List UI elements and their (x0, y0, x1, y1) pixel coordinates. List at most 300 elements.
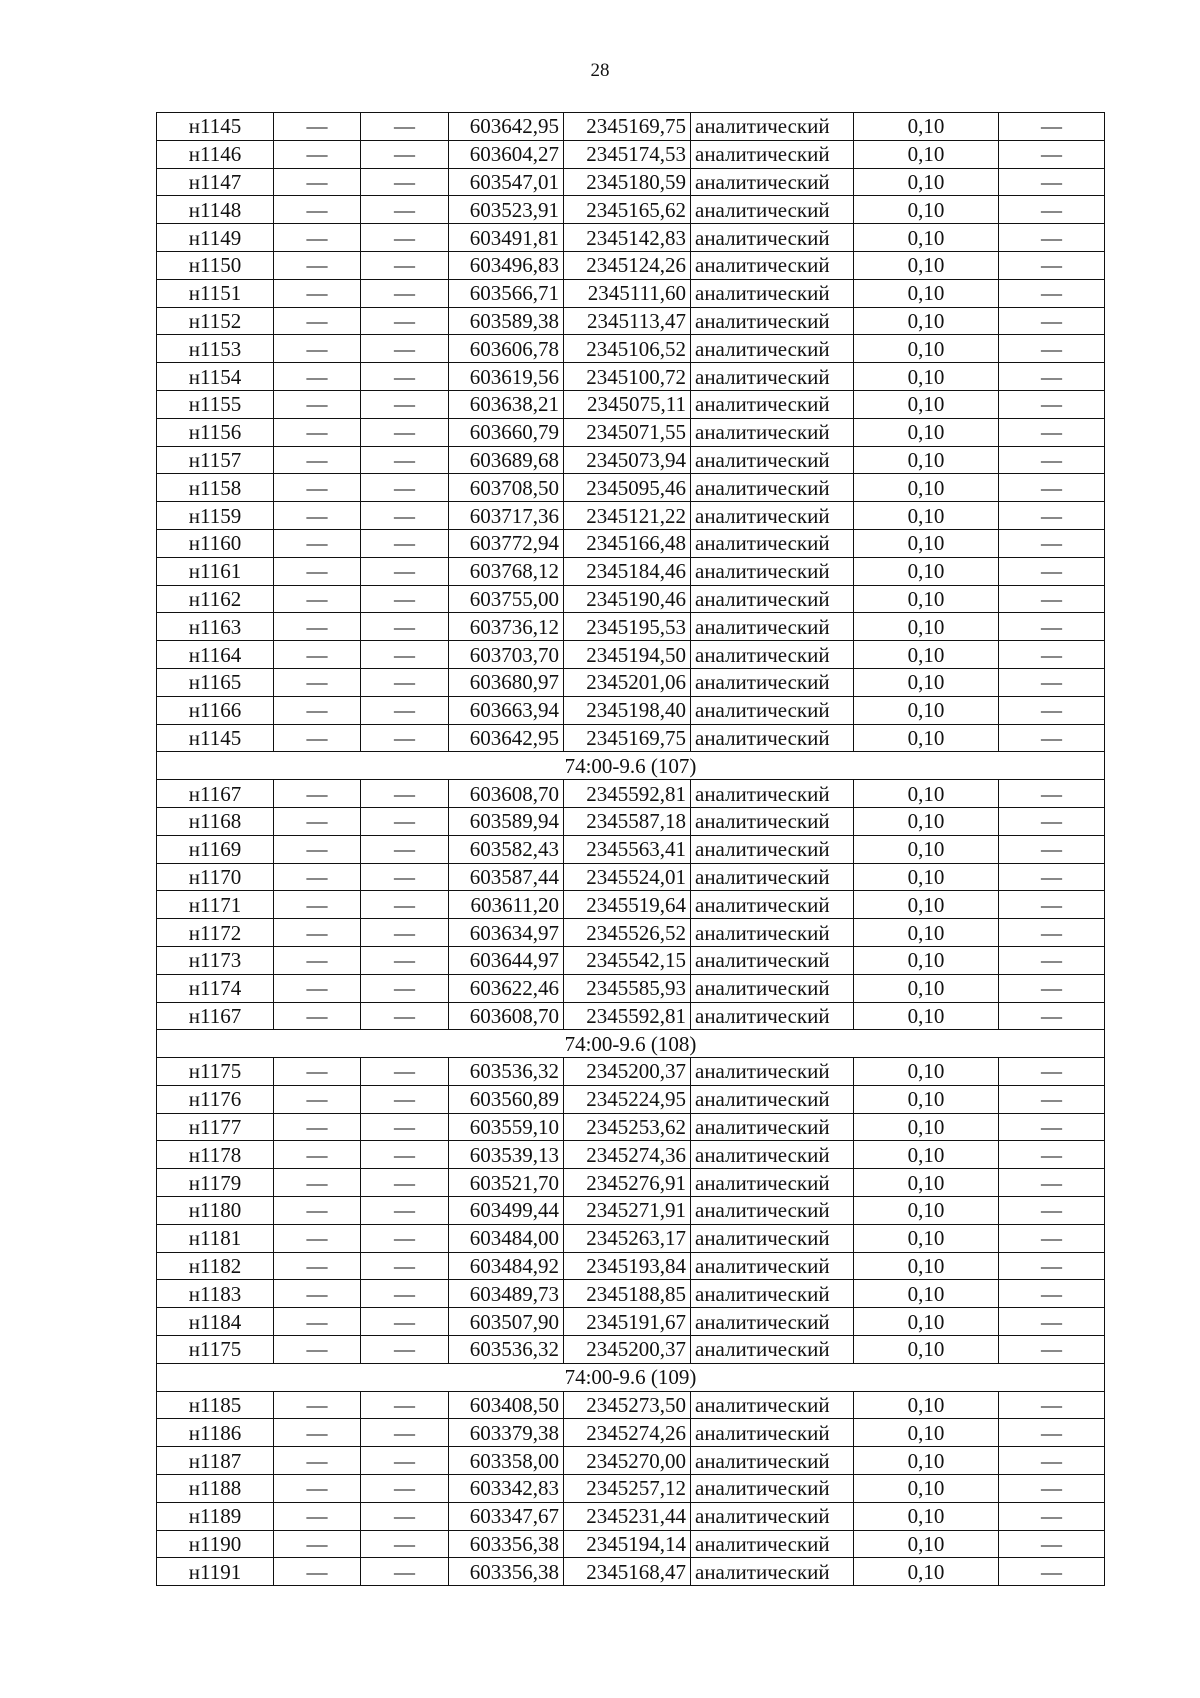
dash-cell: — (999, 113, 1105, 141)
method-cell: аналитический (691, 307, 854, 335)
dash-cell: — (274, 1280, 361, 1308)
dash-cell: — (361, 641, 449, 669)
dash-cell: — (274, 1002, 361, 1030)
dash-cell: — (999, 724, 1105, 752)
x-coordinate-cell: 603703,70 (449, 641, 564, 669)
dash-cell: — (999, 974, 1105, 1002)
method-cell: аналитический (691, 363, 854, 391)
point-name-cell: н1157 (157, 446, 274, 474)
y-coordinate-cell: 2345592,81 (564, 780, 691, 808)
dash-cell: — (361, 1336, 449, 1364)
table-row (157, 780, 1105, 808)
dash-cell: — (361, 724, 449, 752)
dash-cell: — (999, 1113, 1105, 1141)
x-coordinate-cell: 603619,56 (449, 363, 564, 391)
accuracy-cell: 0,10 (854, 946, 999, 974)
dash-cell: — (274, 557, 361, 585)
dash-cell: — (999, 835, 1105, 863)
accuracy-cell: 0,10 (854, 279, 999, 307)
accuracy-cell: 0,10 (854, 891, 999, 919)
accuracy-cell: 0,10 (854, 1280, 999, 1308)
accuracy-cell: 0,10 (854, 780, 999, 808)
dash-cell: — (361, 585, 449, 613)
section-row (157, 1363, 1105, 1391)
method-cell: аналитический (691, 919, 854, 947)
method-cell: аналитический (691, 113, 854, 141)
y-coordinate-cell: 2345274,36 (564, 1141, 691, 1169)
x-coordinate-cell: 603608,70 (449, 780, 564, 808)
y-coordinate-cell: 2345071,55 (564, 418, 691, 446)
method-cell: аналитический (691, 863, 854, 891)
y-coordinate-cell: 2345274,26 (564, 1419, 691, 1447)
dash-cell: — (274, 1197, 361, 1225)
method-cell: аналитический (691, 474, 854, 502)
y-coordinate-cell: 2345231,44 (564, 1502, 691, 1530)
table-row (157, 1475, 1105, 1503)
point-name-cell: н1184 (157, 1308, 274, 1336)
x-coordinate-cell: 603604,27 (449, 140, 564, 168)
y-coordinate-cell: 2345168,47 (564, 1558, 691, 1586)
method-cell: аналитический (691, 1558, 854, 1586)
x-coordinate-cell: 603539,13 (449, 1141, 564, 1169)
dash-cell: — (999, 251, 1105, 279)
dash-cell: — (361, 946, 449, 974)
accuracy-cell: 0,10 (854, 835, 999, 863)
dash-cell: — (999, 140, 1105, 168)
dash-cell: — (274, 1085, 361, 1113)
method-cell: аналитический (691, 418, 854, 446)
table-row (157, 724, 1105, 752)
dash-cell: — (361, 363, 449, 391)
x-coordinate-cell: 603663,94 (449, 696, 564, 724)
y-coordinate-cell: 2345271,91 (564, 1197, 691, 1225)
dash-cell: — (361, 1530, 449, 1558)
x-coordinate-cell: 603717,36 (449, 502, 564, 530)
accuracy-cell: 0,10 (854, 113, 999, 141)
table-row (157, 363, 1105, 391)
y-coordinate-cell: 2345542,15 (564, 946, 691, 974)
method-cell: аналитический (691, 891, 854, 919)
accuracy-cell: 0,10 (854, 919, 999, 947)
dash-cell: — (361, 974, 449, 1002)
dash-cell: — (361, 335, 449, 363)
coordinates-table-body (157, 113, 1105, 1586)
point-name-cell: н1180 (157, 1197, 274, 1225)
table-row (157, 446, 1105, 474)
accuracy-cell: 0,10 (854, 1391, 999, 1419)
accuracy-cell: 0,10 (854, 863, 999, 891)
method-cell: аналитический (691, 1336, 854, 1364)
dash-cell: — (999, 1002, 1105, 1030)
point-name-cell: н1175 (157, 1058, 274, 1086)
dash-cell: — (361, 307, 449, 335)
x-coordinate-cell: 603608,70 (449, 1002, 564, 1030)
dash-cell: — (999, 946, 1105, 974)
method-cell: аналитический (691, 1224, 854, 1252)
dash-cell: — (361, 1224, 449, 1252)
accuracy-cell: 0,10 (854, 446, 999, 474)
dash-cell: — (274, 613, 361, 641)
x-coordinate-cell: 603689,68 (449, 446, 564, 474)
dash-cell: — (274, 390, 361, 418)
table-row (157, 946, 1105, 974)
dash-cell: — (361, 613, 449, 641)
dash-cell: — (999, 1224, 1105, 1252)
accuracy-cell: 0,10 (854, 1530, 999, 1558)
accuracy-cell: 0,10 (854, 502, 999, 530)
y-coordinate-cell: 2345169,75 (564, 113, 691, 141)
method-cell: аналитический (691, 1085, 854, 1113)
point-name-cell: н1148 (157, 196, 274, 224)
y-coordinate-cell: 2345184,46 (564, 557, 691, 585)
y-coordinate-cell: 2345191,67 (564, 1308, 691, 1336)
x-coordinate-cell: 603606,78 (449, 335, 564, 363)
x-coordinate-cell: 603634,97 (449, 919, 564, 947)
dash-cell: — (274, 307, 361, 335)
dash-cell: — (361, 1002, 449, 1030)
accuracy-cell: 0,10 (854, 724, 999, 752)
point-name-cell: н1191 (157, 1558, 274, 1586)
dash-cell: — (274, 1141, 361, 1169)
x-coordinate-cell: 603536,32 (449, 1336, 564, 1364)
dash-cell: — (274, 946, 361, 974)
y-coordinate-cell: 2345587,18 (564, 807, 691, 835)
table-row (157, 696, 1105, 724)
method-cell: аналитический (691, 140, 854, 168)
point-name-cell: н1145 (157, 724, 274, 752)
section-label: 74:00-9.6 (109) (157, 1363, 1105, 1391)
y-coordinate-cell: 2345075,11 (564, 390, 691, 418)
x-coordinate-cell: 603356,38 (449, 1558, 564, 1586)
dash-cell: — (999, 1475, 1105, 1503)
table-row (157, 641, 1105, 669)
x-coordinate-cell: 603589,38 (449, 307, 564, 335)
dash-cell: — (999, 224, 1105, 252)
x-coordinate-cell: 603736,12 (449, 613, 564, 641)
method-cell: аналитический (691, 502, 854, 530)
dash-cell: — (999, 1308, 1105, 1336)
y-coordinate-cell: 2345142,83 (564, 224, 691, 252)
dash-cell: — (361, 251, 449, 279)
method-cell: аналитический (691, 1391, 854, 1419)
dash-cell: — (361, 1197, 449, 1225)
dash-cell: — (274, 1058, 361, 1086)
y-coordinate-cell: 2345519,64 (564, 891, 691, 919)
dash-cell: — (999, 279, 1105, 307)
dash-cell: — (361, 279, 449, 307)
y-coordinate-cell: 2345524,01 (564, 863, 691, 891)
table-row (157, 863, 1105, 891)
table-row (157, 1169, 1105, 1197)
accuracy-cell: 0,10 (854, 418, 999, 446)
dash-cell: — (361, 1447, 449, 1475)
table-row (157, 307, 1105, 335)
table-row (157, 418, 1105, 446)
dash-cell: — (999, 780, 1105, 808)
dash-cell: — (274, 1447, 361, 1475)
method-cell: аналитический (691, 780, 854, 808)
x-coordinate-cell: 603496,83 (449, 251, 564, 279)
method-cell: аналитический (691, 613, 854, 641)
table-row (157, 335, 1105, 363)
accuracy-cell: 0,10 (854, 641, 999, 669)
x-coordinate-cell: 603768,12 (449, 557, 564, 585)
method-cell: аналитический (691, 1002, 854, 1030)
dash-cell: — (999, 1530, 1105, 1558)
dash-cell: — (274, 641, 361, 669)
x-coordinate-cell: 603358,00 (449, 1447, 564, 1475)
point-name-cell: н1183 (157, 1280, 274, 1308)
point-name-cell: н1158 (157, 474, 274, 502)
dash-cell: — (361, 168, 449, 196)
dash-cell: — (274, 251, 361, 279)
y-coordinate-cell: 2345166,48 (564, 529, 691, 557)
accuracy-cell: 0,10 (854, 1558, 999, 1586)
method-cell: аналитический (691, 529, 854, 557)
accuracy-cell: 0,10 (854, 307, 999, 335)
table-row (157, 1391, 1105, 1419)
y-coordinate-cell: 2345270,00 (564, 1447, 691, 1475)
dash-cell: — (999, 1141, 1105, 1169)
y-coordinate-cell: 2345095,46 (564, 474, 691, 502)
y-coordinate-cell: 2345263,17 (564, 1224, 691, 1252)
method-cell: аналитический (691, 668, 854, 696)
dash-cell: — (999, 418, 1105, 446)
point-name-cell: н1171 (157, 891, 274, 919)
y-coordinate-cell: 2345188,85 (564, 1280, 691, 1308)
point-name-cell: н1170 (157, 863, 274, 891)
point-name-cell: н1175 (157, 1336, 274, 1364)
x-coordinate-cell: 603660,79 (449, 418, 564, 446)
dash-cell: — (999, 446, 1105, 474)
x-coordinate-cell: 603559,10 (449, 1113, 564, 1141)
point-name-cell: н1151 (157, 279, 274, 307)
dash-cell: — (274, 474, 361, 502)
dash-cell: — (274, 363, 361, 391)
method-cell: аналитический (691, 585, 854, 613)
accuracy-cell: 0,10 (854, 1224, 999, 1252)
dash-cell: — (999, 1336, 1105, 1364)
point-name-cell: н1172 (157, 919, 274, 947)
x-coordinate-cell: 603611,20 (449, 891, 564, 919)
accuracy-cell: 0,10 (854, 1002, 999, 1030)
x-coordinate-cell: 603547,01 (449, 168, 564, 196)
table-row (157, 1530, 1105, 1558)
dash-cell: — (999, 1085, 1105, 1113)
table-row (157, 224, 1105, 252)
x-coordinate-cell: 603536,32 (449, 1058, 564, 1086)
dash-cell: — (361, 1419, 449, 1447)
accuracy-cell: 0,10 (854, 1252, 999, 1280)
dash-cell: — (274, 335, 361, 363)
dash-cell: — (361, 1141, 449, 1169)
dash-cell: — (274, 1530, 361, 1558)
y-coordinate-cell: 2345201,06 (564, 668, 691, 696)
x-coordinate-cell: 603521,70 (449, 1169, 564, 1197)
x-coordinate-cell: 603408,50 (449, 1391, 564, 1419)
dash-cell: — (999, 891, 1105, 919)
point-name-cell: н1185 (157, 1391, 274, 1419)
dash-cell: — (274, 1336, 361, 1364)
table-row (157, 1558, 1105, 1586)
dash-cell: — (361, 224, 449, 252)
point-name-cell: н1153 (157, 335, 274, 363)
dash-cell: — (274, 1224, 361, 1252)
dash-cell: — (361, 529, 449, 557)
x-coordinate-cell: 603566,71 (449, 279, 564, 307)
y-coordinate-cell: 2345180,59 (564, 168, 691, 196)
dash-cell: — (274, 1558, 361, 1586)
dash-cell: — (361, 863, 449, 891)
y-coordinate-cell: 2345073,94 (564, 446, 691, 474)
method-cell: аналитический (691, 1197, 854, 1225)
dash-cell: — (361, 1085, 449, 1113)
dash-cell: — (274, 1475, 361, 1503)
dash-cell: — (274, 196, 361, 224)
table-row (157, 474, 1105, 502)
table-row (157, 279, 1105, 307)
accuracy-cell: 0,10 (854, 1419, 999, 1447)
section-label: 74:00-9.6 (108) (157, 1030, 1105, 1058)
accuracy-cell: 0,10 (854, 585, 999, 613)
point-name-cell: н1156 (157, 418, 274, 446)
table-row (157, 1085, 1105, 1113)
dash-cell: — (361, 196, 449, 224)
method-cell: аналитический (691, 446, 854, 474)
dash-cell: — (361, 1252, 449, 1280)
dash-cell: — (274, 696, 361, 724)
accuracy-cell: 0,10 (854, 363, 999, 391)
dash-cell: — (361, 891, 449, 919)
point-name-cell: н1182 (157, 1252, 274, 1280)
method-cell: аналитический (691, 1280, 854, 1308)
point-name-cell: н1161 (157, 557, 274, 585)
method-cell: аналитический (691, 1419, 854, 1447)
y-coordinate-cell: 2345190,46 (564, 585, 691, 613)
point-name-cell: н1164 (157, 641, 274, 669)
y-coordinate-cell: 2345198,40 (564, 696, 691, 724)
y-coordinate-cell: 2345276,91 (564, 1169, 691, 1197)
method-cell: аналитический (691, 1530, 854, 1558)
dash-cell: — (999, 1447, 1105, 1475)
x-coordinate-cell: 603484,92 (449, 1252, 564, 1280)
point-name-cell: н1146 (157, 140, 274, 168)
point-name-cell: н1188 (157, 1475, 274, 1503)
point-name-cell: н1162 (157, 585, 274, 613)
dash-cell: — (999, 696, 1105, 724)
dash-cell: — (999, 390, 1105, 418)
y-coordinate-cell: 2345174,53 (564, 140, 691, 168)
method-cell: аналитический (691, 196, 854, 224)
point-name-cell: н1167 (157, 780, 274, 808)
y-coordinate-cell: 2345169,75 (564, 724, 691, 752)
dash-cell: — (361, 1169, 449, 1197)
dash-cell: — (999, 863, 1105, 891)
dash-cell: — (274, 1502, 361, 1530)
dash-cell: — (274, 807, 361, 835)
point-name-cell: н1190 (157, 1530, 274, 1558)
table-row (157, 668, 1105, 696)
x-coordinate-cell: 603582,43 (449, 835, 564, 863)
dash-cell: — (999, 474, 1105, 502)
accuracy-cell: 0,10 (854, 224, 999, 252)
point-name-cell: н1178 (157, 1141, 274, 1169)
accuracy-cell: 0,10 (854, 1085, 999, 1113)
point-name-cell: н1176 (157, 1085, 274, 1113)
table-row (157, 891, 1105, 919)
y-coordinate-cell: 2345273,50 (564, 1391, 691, 1419)
dash-cell: — (361, 1391, 449, 1419)
dash-cell: — (999, 335, 1105, 363)
point-name-cell: н1155 (157, 390, 274, 418)
method-cell: аналитический (691, 168, 854, 196)
dash-cell: — (999, 1197, 1105, 1225)
dash-cell: — (361, 1502, 449, 1530)
method-cell: аналитический (691, 1447, 854, 1475)
accuracy-cell: 0,10 (854, 335, 999, 363)
y-coordinate-cell: 2345106,52 (564, 335, 691, 363)
dash-cell: — (274, 1391, 361, 1419)
dash-cell: — (361, 1308, 449, 1336)
y-coordinate-cell: 2345200,37 (564, 1058, 691, 1086)
point-name-cell: н1154 (157, 363, 274, 391)
dash-cell: — (999, 168, 1105, 196)
point-name-cell: н1168 (157, 807, 274, 835)
table-row (157, 196, 1105, 224)
table-row (157, 1197, 1105, 1225)
method-cell: аналитический (691, 279, 854, 307)
dash-cell: — (274, 1169, 361, 1197)
dash-cell: — (361, 807, 449, 835)
table-row (157, 390, 1105, 418)
point-name-cell: н1160 (157, 529, 274, 557)
x-coordinate-cell: 603638,21 (449, 390, 564, 418)
method-cell: аналитический (691, 835, 854, 863)
y-coordinate-cell: 2345526,52 (564, 919, 691, 947)
table-row (157, 1336, 1105, 1364)
dash-cell: — (999, 196, 1105, 224)
method-cell: аналитический (691, 1113, 854, 1141)
x-coordinate-cell: 603342,83 (449, 1475, 564, 1503)
y-coordinate-cell: 2345121,22 (564, 502, 691, 530)
accuracy-cell: 0,10 (854, 1141, 999, 1169)
x-coordinate-cell: 603484,00 (449, 1224, 564, 1252)
dash-cell: — (361, 557, 449, 585)
dash-cell: — (274, 724, 361, 752)
y-coordinate-cell: 2345195,53 (564, 613, 691, 641)
accuracy-cell: 0,10 (854, 529, 999, 557)
accuracy-cell: 0,10 (854, 251, 999, 279)
point-name-cell: н1149 (157, 224, 274, 252)
table-row (157, 1308, 1105, 1336)
table-row (157, 613, 1105, 641)
accuracy-cell: 0,10 (854, 1447, 999, 1475)
point-name-cell: н1187 (157, 1447, 274, 1475)
dash-cell: — (999, 1558, 1105, 1586)
method-cell: аналитический (691, 1475, 854, 1503)
dash-cell: — (999, 1252, 1105, 1280)
x-coordinate-cell: 603356,38 (449, 1530, 564, 1558)
accuracy-cell: 0,10 (854, 1475, 999, 1503)
dash-cell: — (361, 1280, 449, 1308)
dash-cell: — (999, 1391, 1105, 1419)
method-cell: аналитический (691, 974, 854, 1002)
dash-cell: — (999, 1280, 1105, 1308)
y-coordinate-cell: 2345193,84 (564, 1252, 691, 1280)
point-name-cell: н1189 (157, 1502, 274, 1530)
dash-cell: — (361, 1475, 449, 1503)
dash-cell: — (274, 863, 361, 891)
